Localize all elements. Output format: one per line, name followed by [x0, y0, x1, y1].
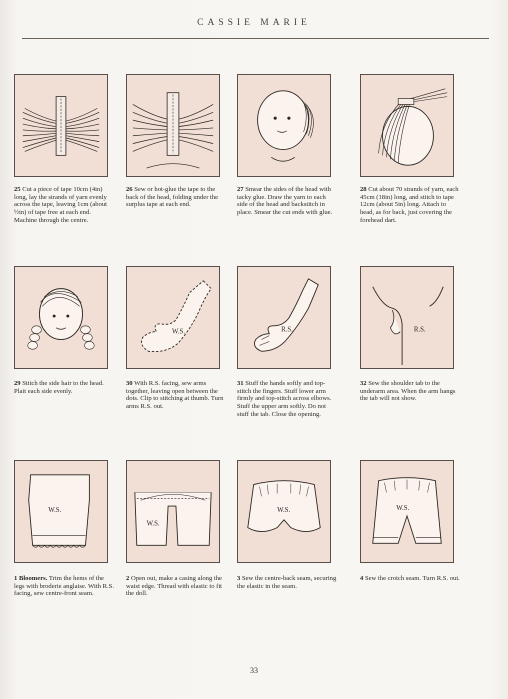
running-header: CASSIE MARIE: [197, 18, 311, 28]
label-ws-30: W.S.: [172, 328, 186, 336]
illustration-1-bloomers-front-seam: [14, 460, 108, 563]
illustration-27-side-hair-glue: [237, 74, 331, 177]
caption-step-1: 1 Bloomers. Trim the hems of the legs with broderie anglaise. With R.S. facing, sew centre-front seam.: [14, 575, 114, 598]
label-ws-2: W.S.: [146, 520, 160, 528]
illustration-29-plaits: [14, 266, 108, 369]
header-rule: [22, 38, 489, 39]
caption-step-30: 30 With R.S. facing, sew arms together, leaving open between the dots. Clip to stitching at thumb. Turn arms R.S. out.: [126, 380, 224, 411]
page-number: 33: [250, 666, 258, 675]
caption-step-25: 25 Cut a piece of tape 10cm (4in) long, lay the strands of yarn evenly across the tape, leaving 1cm (about ½in) of tape free at each end. Machine through the centre.: [14, 186, 108, 224]
caption-step-26: 26 Sew or hot-glue the tape to the back of the head, folding under the surplus tape at each end.: [126, 186, 219, 209]
label-rs-31: R.S.: [281, 326, 293, 334]
caption-step-32: 32 Sew the shoulder tab to the underarm area. When the arm hangs the tab will not show.: [360, 380, 456, 403]
illustration-3-back-seam: [237, 460, 331, 563]
caption-step-27: 27 Smear the sides of the head with tacky glue. Draw the yarn to each side of the head and backstitch in place. Smear the cut ends with glue.: [237, 186, 333, 217]
illustration-28-fringe: [360, 74, 454, 177]
illustration-2-waist-casing: [126, 460, 220, 563]
caption-step-29: 29 Stitch the side hair to the head. Plait each side evenly.: [14, 380, 104, 395]
caption-step-3: 3 Sew the centre-back seam, securing the elastic in the seam.: [237, 575, 337, 590]
illustration-32-shoulder-tab: [360, 266, 454, 369]
label-rs-32: R.S.: [413, 326, 426, 334]
label-rs-4: W.S.: [396, 505, 410, 513]
illustration-30-arm-pattern: [126, 266, 220, 369]
illustration-4-crotch-seam: [360, 460, 454, 563]
label-ws-3: W.S.: [277, 506, 291, 514]
caption-step-28: 28 Cut about 70 strands of yarn, each 45cm (18in) long, and stitch to tape 12cm (about 5in) long. Attach to head, as for back, just covering the forehead dart.: [360, 186, 459, 224]
illustration-31-stuffed-arm: [237, 266, 331, 369]
illustration-25-tape-strands: [14, 74, 108, 177]
caption-step-31: 31 Stuff the hands softly and top-stitch the fingers. Stuff lower arm firmly and top-stitch across elbows. Stuff the upper arm softly. Do not stuff the tab. Close the opening.: [237, 380, 332, 418]
caption-step-4: 4 Sew the crotch seam. Turn R.S. out.: [360, 575, 460, 582]
label-ws-1: W.S.: [48, 506, 62, 514]
caption-step-2: 2 Open out, make a casing along the waist edge. Thread with elastic to fit the doll.: [126, 575, 223, 598]
illustration-26-tape-on-head: [126, 74, 220, 177]
